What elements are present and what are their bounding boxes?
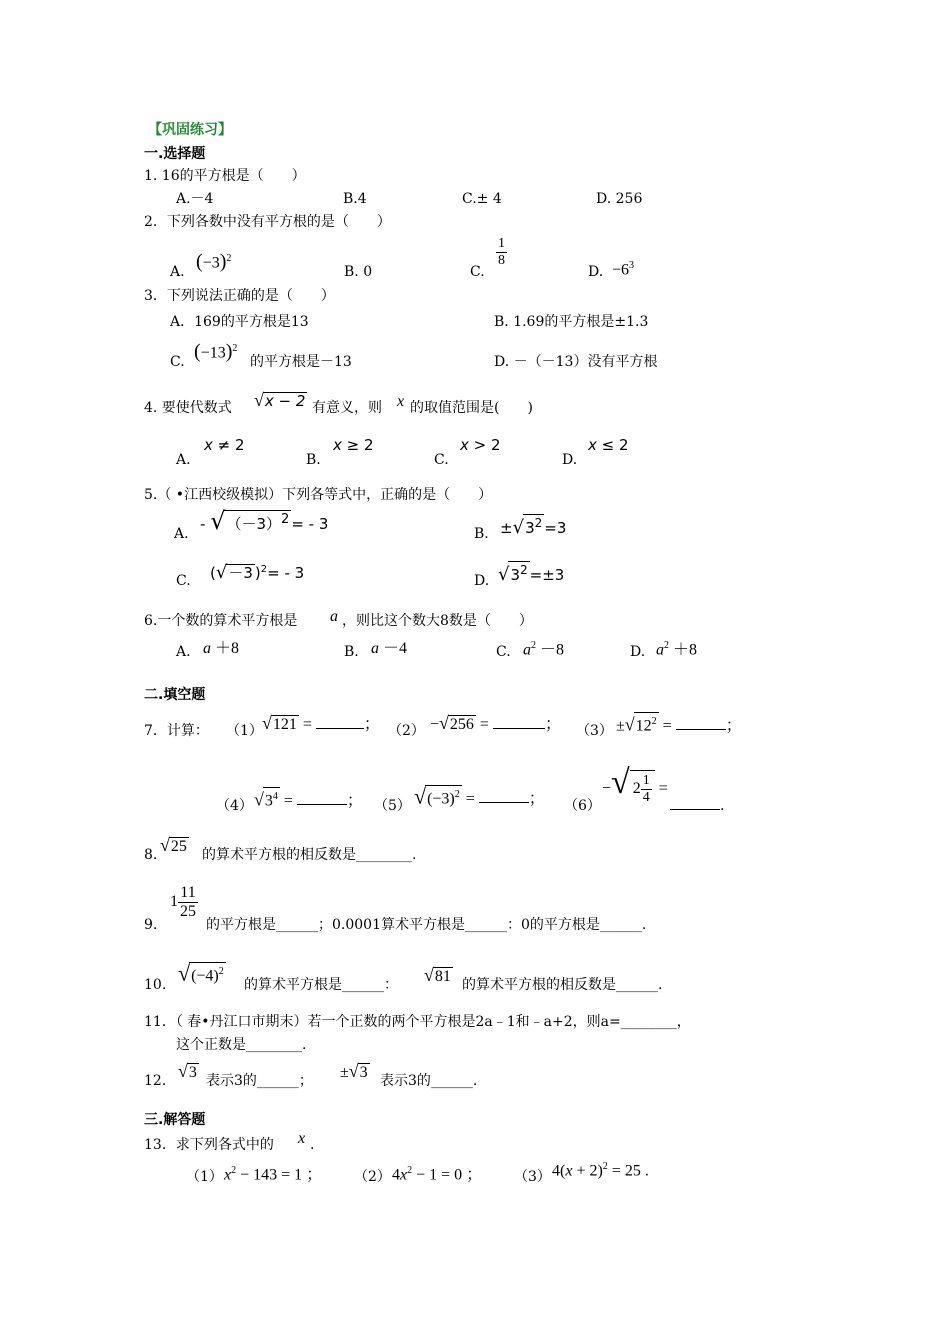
q2-stem: 2．下列各数中没有平方根的是（ ） [144,214,391,230]
q5-stem: 5.（ •江西校级模拟）下列各等式中，正确的是（ ） [144,487,493,503]
q7-expr-6: −√ 2 $\frac{1}{4}$ = [602,764,668,808]
q5-b-expr: $\pm√3^2 =3$ [500,516,567,538]
q2-a-expr: $(-3)^2$ [196,250,232,273]
q6-b-expr: a －4 [371,640,408,657]
q5-option-d: D. [474,573,490,589]
q1-option-b: B.4 [343,191,367,207]
q2-option-a: A. [170,264,185,280]
q10-expr-2: √81 [424,965,451,985]
q7-part-3: （3） [576,723,613,739]
q9-num: 9. [144,917,158,933]
q13-part-3: （3） [514,1169,551,1185]
q1-option-a: A.－4 [176,191,214,207]
q5-option-a: A. [174,526,189,542]
q4-stem-pre: 4. 要使代数式 [144,400,232,416]
q4-option-d: D. [562,452,578,468]
q7-expr-3: $\pm√12^2$ = ； [616,712,742,735]
q1-option-d: D. 256 [596,191,643,207]
q8-text: 的算术平方根的相反数是________. [202,847,417,863]
q4-option-b: B. [306,452,321,468]
q4-stem-mid: 有意义，则 [312,400,382,416]
q3-option-b: B. 1.69的平方根是±1.3 [494,314,649,330]
q4-option-a: A. [176,452,191,468]
q4-a-expr: x ≠ 2 [204,436,245,454]
q2-option-b: B. 0 [344,264,373,280]
section-title-solve: 三.解答题 [144,1112,206,1128]
q10-text-2: 的算术平方根的相反数是______. [462,977,663,993]
q13-eq-2: $4x^2 - 1 = 0$ ； [392,1165,483,1184]
q12-expr-1: √3 [178,1061,197,1081]
q7-part-1: （1） [226,723,263,739]
q6-var-a: a [330,608,338,625]
q7-expr-2: −√256 = ； [430,713,561,733]
q6-option-a: A. [176,644,191,660]
q2-c-fraction: $\frac{1}{8}$ [498,236,505,268]
q4-b-expr: x ≥ 2 [333,436,374,454]
q7-part-2: （2） [388,723,425,739]
q2-d-expr: $-6^3$ [612,260,635,279]
q6-option-d: D. [630,644,646,660]
q5-d-expr: $√3^2 =\pm 3$ [498,563,565,585]
q9-expr: 1 $\frac{11}{25}$ [170,884,196,920]
q4-radical-expr: √x − 2 [254,390,306,410]
q13-eq-1: $x^2 - 143 = 1$ ； [224,1165,323,1184]
q5-option-b: B. [474,526,489,542]
q1-option-c: C.± 4 [462,191,502,207]
q6-d-expr: $a^2 +8$ [656,640,698,659]
q13-var-x: x [298,1130,306,1147]
q6-stem-post: ，则比这个数大8数是（ ） [342,613,533,629]
q7-expr-4: $√3^4$ = ； [254,787,363,810]
q5-c-expr: (√－3 )$^2$= - 3 [210,562,305,583]
q8-expr: √25 [160,835,187,855]
section-header: 【巩固练习】 [148,122,232,138]
q7-part-5: （5） [374,798,411,814]
q13-part-2: （2） [354,1169,391,1185]
q13-part-1: （1） [186,1169,223,1185]
q10-num: 10. [144,977,167,993]
q4-option-c: C. [434,452,449,468]
q12-expr-2: ±√3 [340,1061,368,1081]
section-title-choice: 一.选择题 [144,146,206,162]
q4-c-expr: x > 2 [460,436,501,454]
q13-eq-3: $4(x + 2)^2 = 25$ . [552,1161,649,1180]
q7-expr-1: √121 = ； [262,713,380,733]
q13-stem: 13．求下列各式中的 [144,1137,274,1153]
q4-d-expr: x ≤ 2 [588,436,629,454]
q4-var-x: x [397,393,405,410]
q10-expr-1: $√(-4)^2$ [178,960,224,986]
q7-blank-6: . [670,797,724,815]
q8-num: 8. [144,847,158,863]
q6-option-b: B. [344,644,359,660]
q3-option-c-label: C. [170,354,185,370]
section-title-fill: 二.填空题 [144,687,206,703]
q6-stem-pre: 6.一个数的算术平方根是 [144,613,298,629]
q11-line-1: 11．（ 春•丹江口市期末）若一个正数的两个平方根是2a﹣1和﹣a+2，则a=________， [144,1014,691,1030]
q6-c-expr: $a^2 -8$ [523,640,565,659]
q2-option-d: D. [588,264,604,280]
q9-text: 的平方根是______；0.0001算术平方根是______：0的平方根是______. [206,917,647,933]
q12-num: 12． [144,1073,176,1089]
q1-stem: 1. 16的平方根是（ ） [144,168,306,184]
q3-option-d: D. －（－13）没有平方根 [494,354,658,370]
q6-option-c: C. [496,644,511,660]
q7-part-6: （6） [564,798,601,814]
q7-stem: 7．计算： [144,723,209,739]
q3-stem: 3．下列说法正确的是（ ） [144,288,335,304]
q7-expr-5: $√(-3)^2$ = ； [414,783,545,809]
q5-option-c: C. [176,573,191,589]
q7-part-4: （4） [216,798,253,814]
q12-text-1: 表示3的______； [206,1073,313,1089]
q11-line-2: 这个正数是________. [176,1037,307,1053]
q4-stem-post: 的取值范围是( ) [410,400,533,416]
q5-a-expr: - $√(-3)^2$ = - 3 [200,507,329,535]
q12-text-2: 表示3的______. [380,1073,478,1089]
q3-c-expr: $(-13)^2$ [194,340,238,363]
q6-a-expr: a ＋8 [203,640,240,657]
q3-option-c-text: 的平方根是－13 [250,354,352,370]
q13-stem-end: . [310,1137,315,1153]
q2-option-c: C. [470,264,485,280]
q3-option-a: A．169的平方根是13 [170,314,309,330]
q10-text-1: 的算术平方根是______： [244,977,398,993]
